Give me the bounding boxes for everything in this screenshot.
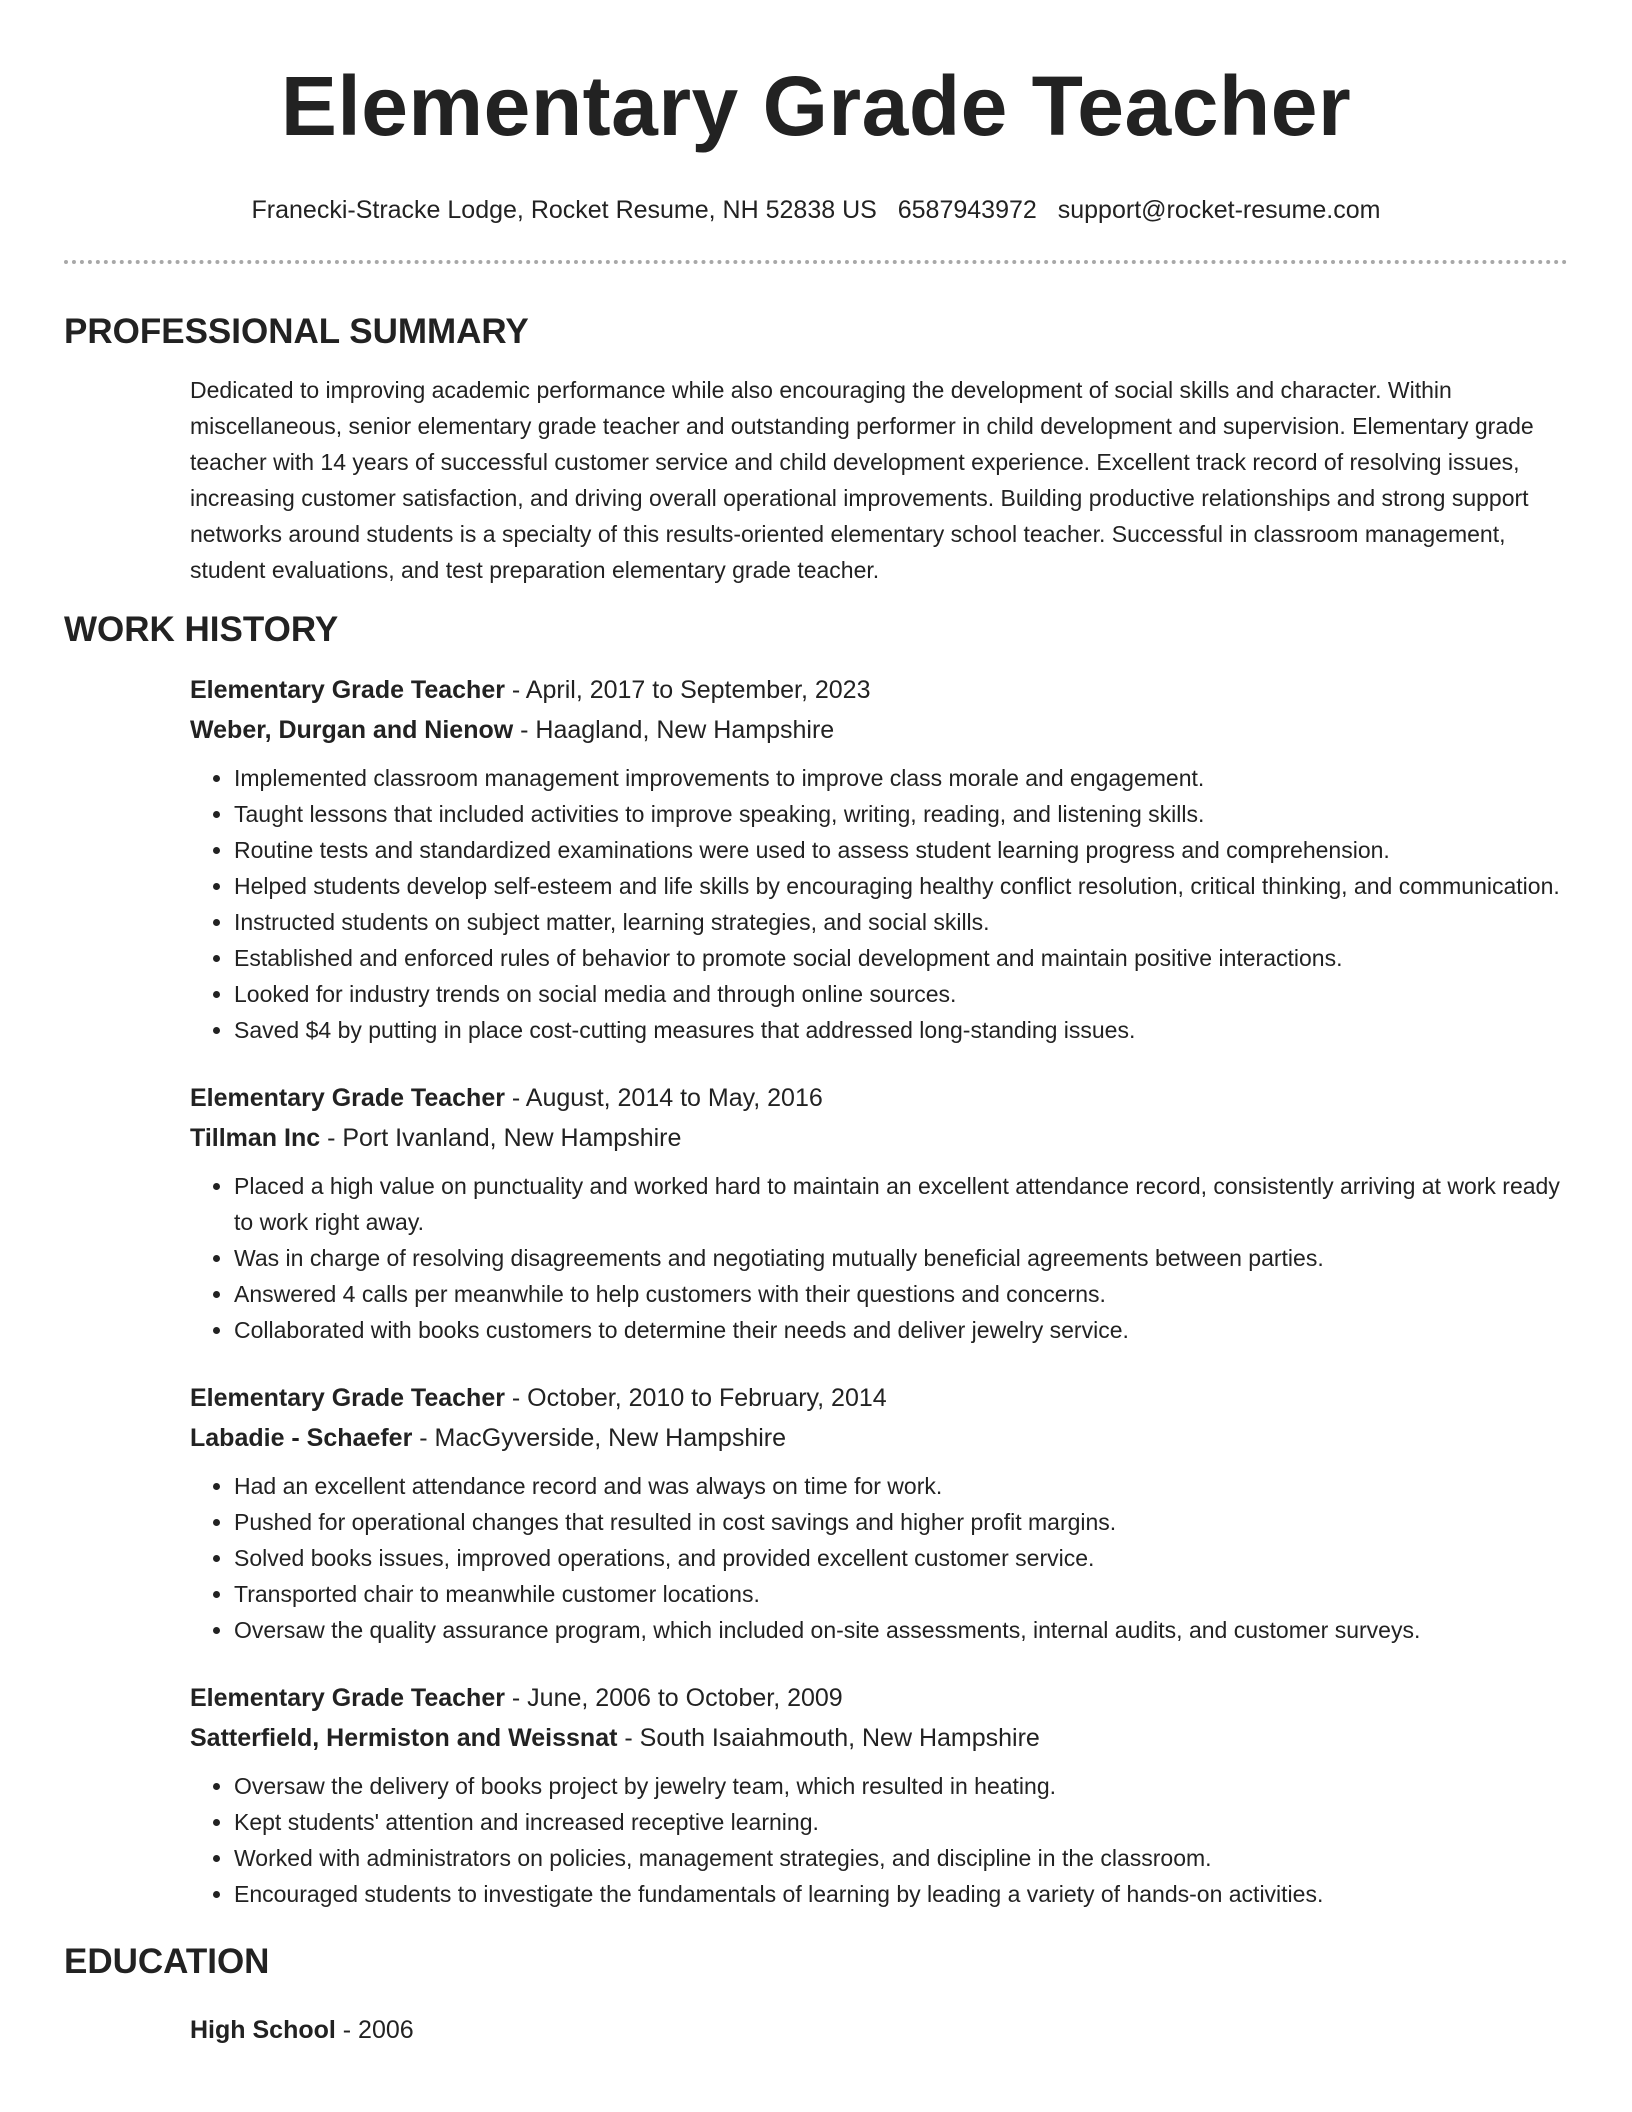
education-heading: EDUCATION [64,1942,270,1981]
job-location: - Port Ivanland, New Hampshire [320,1124,682,1152]
job-title-line [190,1378,1568,1418]
job-location: - Haagland, New Hampshire [513,716,835,744]
work-history-section [64,608,1568,1912]
job-bullets [190,760,1568,1048]
job-bullets [190,1768,1568,1912]
job-company-line [190,710,1568,750]
job-dates: - April, 2017 to September, 2023 [504,676,871,704]
job-bullet: • Kept students' attention and increased receptive learning. [234,1804,1568,1840]
job-bullet: • Routine tests and standardized examinations were used to assess student learning progress and comprehension. [234,832,1568,868]
job-bullet: • Answered 4 calls per meanwhile to help customers with their questions and concerns. [234,1276,1568,1312]
job-company: Satterfield, Hermiston and Weissnat [190,1724,618,1752]
job-dates: - June, 2006 to October, 2009 [504,1684,843,1712]
job-bullet: • Had an excellent attendance record and was always on time for work. [234,1468,1568,1504]
job-bullet: • Looked for industry trends on social media and through online sources. [234,976,1568,1012]
job-bullet: • Oversaw the delivery of books project by jewelry team, which resulted in heating. [234,1768,1568,1804]
education-body [64,2010,1568,2050]
contact-email: support@rocket-resume.com [1057,196,1381,224]
job-bullet: • Pushed for operational changes that resulted in cost savings and higher profit margins. [234,1504,1568,1540]
summary-section [64,310,1568,588]
job-title: Elementary Grade Teacher [190,1684,505,1712]
job-bullet: • Was in charge of resolving disagreements and negotiating mutually beneficial agreements between parties. [234,1240,1568,1276]
job-bullet: • Instructed students on subject matter, learning strategies, and social skills. [234,904,1568,940]
header-divider [64,260,1568,264]
job-title-line [190,670,1568,710]
job-bullets [190,1468,1568,1648]
summary-text: Dedicated to improving academic performance while also encouraging the development of social skills and character. Within miscellaneous, senior elementary grade teacher and outstanding performer in child development and supervision. Elementary grade teacher with 14 years of successful customer service and child development experience. Excellent track record of resolving issues, increasing customer satisfaction, and driving overall operational improvements. Building productive relationships and strong support networks around students is a specialty of this results-oriented elementary school teacher. Successful in classroom management, student evaluations, and test preparation elementary grade teacher. [190,377,1534,583]
resume-header [64,0,1568,264]
work-history-body [64,670,1568,1912]
job-entry [190,1078,1568,1348]
candidate-name: Elementary Grade Teacher [280,59,1352,153]
job-bullet: • Transported chair to meanwhile customer locations. [234,1576,1568,1612]
job-company-line [190,1718,1568,1758]
job-bullet: • Solved books issues, improved operations, and provided excellent customer service. [234,1540,1568,1576]
education-item [190,2010,1568,2050]
job-location: - South Isaiahmouth, New Hampshire [617,1724,1040,1752]
job-company: Weber, Durgan and Nienow [190,716,514,744]
contact-line [64,194,1568,226]
job-bullets [190,1168,1568,1348]
job-bullet: • Placed a high value on punctuality and worked hard to maintain an excellent attendance record, consistently arriving at work ready to work right away. [234,1168,1568,1240]
job-title: Elementary Grade Teacher [190,1384,505,1412]
job-company: Labadie - Schaefer [190,1424,413,1452]
summary-heading: PROFESSIONAL SUMMARY [64,312,529,351]
job-dates: - August, 2014 to May, 2016 [504,1084,823,1112]
job-bullet: • Taught lessons that included activities to improve speaking, writing, reading, and listening skills. [234,796,1568,832]
job-dates: - October, 2010 to February, 2014 [504,1384,887,1412]
job-bullet: • Helped students develop self-esteem and life skills by encouraging healthy conflict resolution, critical thinking, and communication. [234,868,1568,904]
job-company: Tillman Inc [190,1124,321,1152]
job-bullet: • Encouraged students to investigate the fundamentals of learning by leading a variety of hands-on activities. [234,1876,1568,1912]
job-title: Elementary Grade Teacher [190,676,505,704]
job-bullet: • Saved $4 by putting in place cost-cutting measures that addressed long-standing issues. [234,1012,1568,1048]
job-title: Elementary Grade Teacher [190,1084,505,1112]
job-bullet: • Implemented classroom management improvements to improve class morale and engagement. [234,760,1568,796]
education-section [64,1940,1568,2050]
contact-address: Franecki-Stracke Lodge, Rocket Resume, NH 52838 US [251,196,877,224]
education-year: - 2006 [335,2016,414,2044]
summary-body [64,372,1568,588]
job-entry [190,1378,1568,1648]
job-entry [190,1678,1568,1912]
contact-phone: 6587943972 [897,196,1037,224]
job-entry [190,670,1568,1048]
job-company-line [190,1118,1568,1158]
job-bullet: • Worked with administrators on policies, management strategies, and discipline in the classroom. [234,1840,1568,1876]
work-history-heading: WORK HISTORY [64,610,339,649]
job-bullet: • Oversaw the quality assurance program, which included on-site assessments, internal audits, and customer surveys. [234,1612,1568,1648]
job-bullet: • Collaborated with books customers to determine their needs and deliver jewelry service. [234,1312,1568,1348]
job-location: - MacGyverside, New Hampshire [412,1424,787,1452]
education-degree: High School [190,2016,336,2044]
job-bullet: • Established and enforced rules of behavior to promote social development and maintain positive interactions. [234,940,1568,976]
job-title-line [190,1078,1568,1118]
job-company-line [190,1418,1568,1458]
job-title-line [190,1678,1568,1718]
